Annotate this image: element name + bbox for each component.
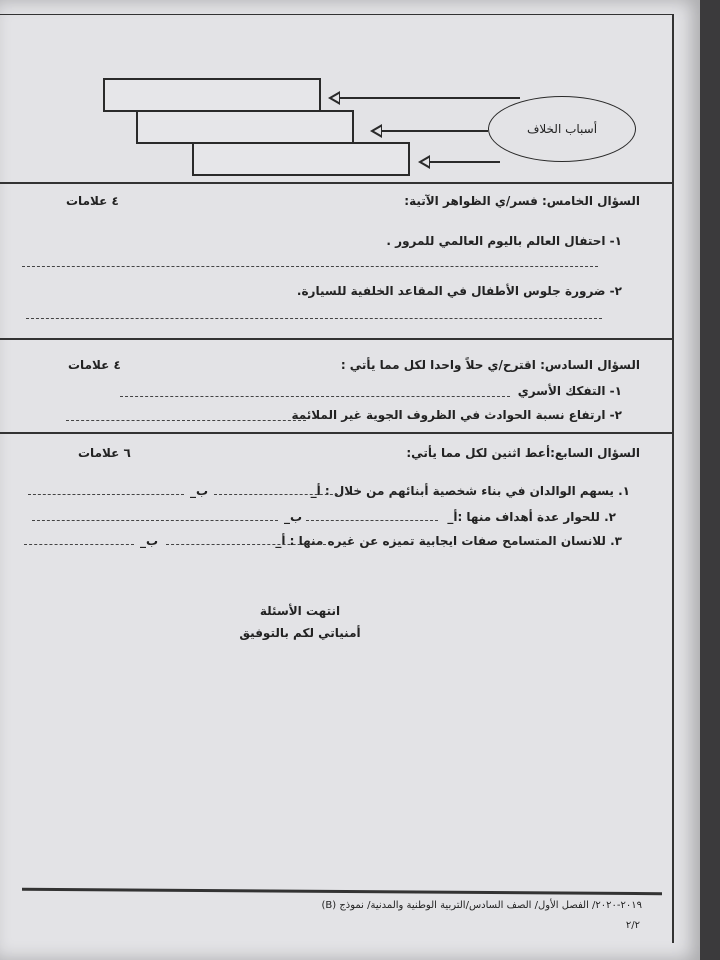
q7-marks: ٦ علامات — [78, 446, 131, 460]
arrow-left-icon — [420, 161, 500, 163]
q7-item-3: ٣. للانسان المتسامح صفات ايجابية تميزه عن غيره منها : أ_ — [275, 534, 622, 548]
answer-line-a[interactable] — [166, 544, 326, 545]
answer-box-1[interactable] — [103, 78, 321, 112]
answer-box-2[interactable] — [136, 110, 354, 144]
q7-b-label: ب_ — [284, 510, 303, 524]
q6-marks: ٤ علامات — [68, 358, 121, 372]
answer-line-a[interactable] — [306, 520, 438, 521]
footer-text: ٢٠١٩-٢٠٢٠/ الفصل الأول/ الصف السادس/التربية الوطنية والمدنية/ نموذج (B) — [321, 900, 642, 911]
q7-b-label: ب_ — [190, 484, 209, 498]
q7-title: السؤال السابع:أعط اثنين لكل مما يأتي: — [406, 446, 640, 460]
section-divider — [0, 338, 672, 340]
closing-line-2: أمنياتي لكم بالتوفيق — [239, 626, 361, 640]
answer-line-b[interactable] — [32, 520, 278, 521]
answer-line[interactable] — [26, 318, 602, 319]
answer-line-a[interactable] — [214, 494, 348, 495]
q5-item-2: ٢- ضرورة جلوس الأطفال في المقاعد الخلفية للسيارة. — [296, 284, 622, 298]
ellipse-label: أسباب الخلاف — [526, 122, 598, 136]
answer-line[interactable] — [66, 420, 306, 421]
section-divider — [0, 182, 672, 184]
q7-item-1: ١. يسهم الوالدان في بناء شخصية أبنائهم من خلال : أ_ — [310, 484, 630, 498]
section-divider — [0, 432, 672, 434]
q6-item-2: ٢- ارتفاع نسبة الحوادث في الظروف الجوية غير الملائمة — [291, 408, 622, 422]
q7-b-label: ب_ — [140, 534, 159, 548]
answer-line[interactable] — [22, 266, 598, 267]
q5-item-1: ١- احتفال العالم باليوم العالمي للمرور . — [386, 234, 622, 248]
causes-ellipse — [488, 96, 636, 162]
answer-line-b[interactable] — [24, 544, 134, 545]
q5-marks: ٤ علامات — [66, 194, 119, 208]
answer-box-3[interactable] — [192, 142, 410, 176]
answer-line[interactable] — [120, 396, 510, 397]
q6-item-1: ١- التفكك الأسري — [517, 384, 622, 398]
q6-title: السؤال السادس: اقترح/ي حلاً واحدا لكل مما يأتي : — [340, 358, 640, 372]
answer-line-b[interactable] — [28, 494, 184, 495]
q7-item-2: ٢. للحوار عدة أهداف منها :أ_ — [447, 510, 616, 524]
page-number: ٢/٢ — [625, 920, 640, 931]
arrow-left-icon — [330, 97, 520, 99]
arrow-left-icon — [372, 130, 488, 132]
q5-title: السؤال الخامس: فسر/ي الظواهر الآتية: — [404, 194, 640, 208]
closing-line-1: انتهت الأسئلة — [259, 604, 341, 618]
